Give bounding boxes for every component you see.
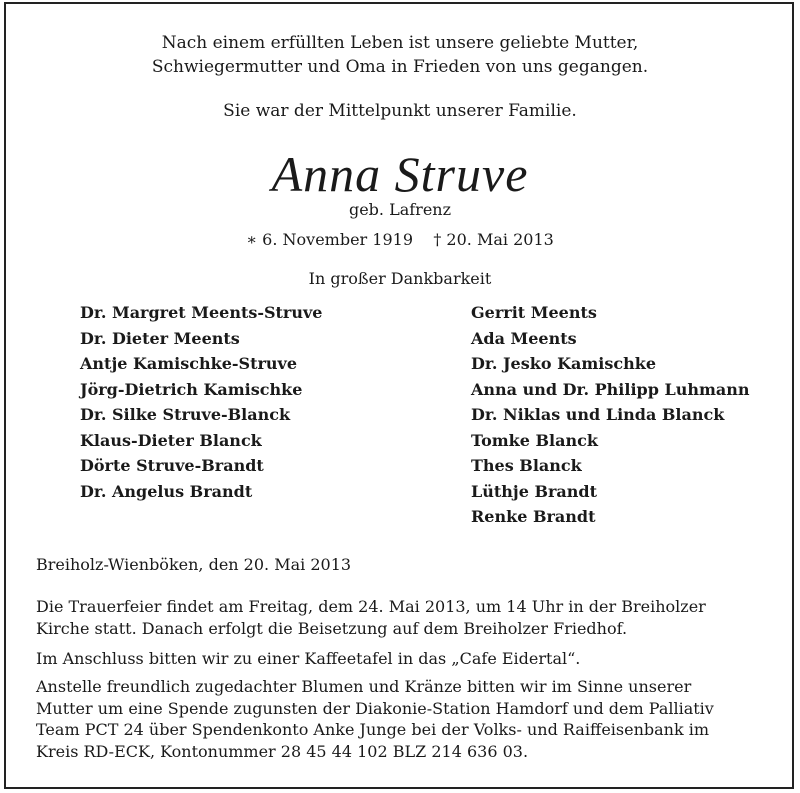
gratitude-line: In großer Dankbarkeit <box>308 269 492 288</box>
funeral-line: Die Trauerfeier findet am Freitag, dem 24. Mai 2013, um 14 Uhr in der Breiholzer <box>36 597 706 616</box>
cafe-paragraph: Im Anschluss bitten wir zu einer Kaffeetafel in das „Cafe Eidertal“. <box>36 649 581 668</box>
mourners-right-column <box>471 300 750 530</box>
birth-name: geb. Lafrenz <box>348 200 452 219</box>
life-dates: ∗ 6. November 1919 † 20. Mai 2013 <box>246 230 554 249</box>
mourner-name: Ada Meents <box>471 328 577 348</box>
funeral-paragraph <box>36 596 766 639</box>
mourner-name: Tomke Blanck <box>471 430 598 450</box>
mourner-name: Dörte Struve-Brandt <box>80 456 264 475</box>
intro-line-1: Nach einem erfüllten Leben ist unsere geliebte Mutter, <box>161 33 639 53</box>
mourner-name: Dr. Angelus Brandt <box>80 481 253 501</box>
mourner-name: Dr. Margret Meents-Struve <box>80 303 323 322</box>
deceased-name: Anna Struve <box>271 146 529 202</box>
place-date: Breiholz-Wienböken, den 20. Mai 2013 <box>36 555 352 574</box>
funeral-line: Kirche statt. Danach erfolgt die Beisetzung auf dem Breiholzer Friedhof. <box>36 618 628 638</box>
donation-line: Anstelle freundlich zugedachter Blumen und Kränze bitten wir im Sinne unserer <box>36 677 692 696</box>
mourner-name: Jörg-Dietrich Kamischke <box>80 379 303 399</box>
intro-line-2: Schwiegermutter und Oma in Frieden von uns gegangen. <box>151 57 649 77</box>
donation-line: Kreis RD-ECK, Kontonummer 28 45 44 102 BLZ 214 636 03. <box>36 741 529 761</box>
donation-line: Mutter um eine Spende zugunsten der Diakonie-Station Hamdorf und dem Palliativ <box>36 698 714 718</box>
mourner-name: Anna und Dr. Philipp Luhmann <box>471 379 750 399</box>
mourner-name: Thes Blanck <box>471 456 582 475</box>
mourner-name: Renke Brandt <box>471 507 596 526</box>
mourner-name: Lüthje Brandt <box>471 481 597 501</box>
intro-line-3: Sie war der Mittelpunkt unserer Familie. <box>223 101 577 121</box>
mourner-name: Antje Kamischke-Struve <box>80 354 298 373</box>
mourner-name: Dr. Silke Struve-Blanck <box>80 405 291 424</box>
donation-line: Team PCT 24 über Spendenkonto Anke Junge bei der Volks- und Raiffeisenbank im <box>36 720 710 739</box>
mourner-name: Gerrit Meents <box>471 303 597 322</box>
mourner-name: Dr. Niklas und Linda Blanck <box>471 405 725 424</box>
mourner-name: Dr. Jesko Kamischke <box>471 354 656 373</box>
mourner-name: Dr. Dieter Meents <box>80 328 240 348</box>
donation-paragraph <box>36 676 766 762</box>
mourner-name: Klaus-Dieter Blanck <box>80 430 262 450</box>
mourners-left-column <box>80 300 322 504</box>
